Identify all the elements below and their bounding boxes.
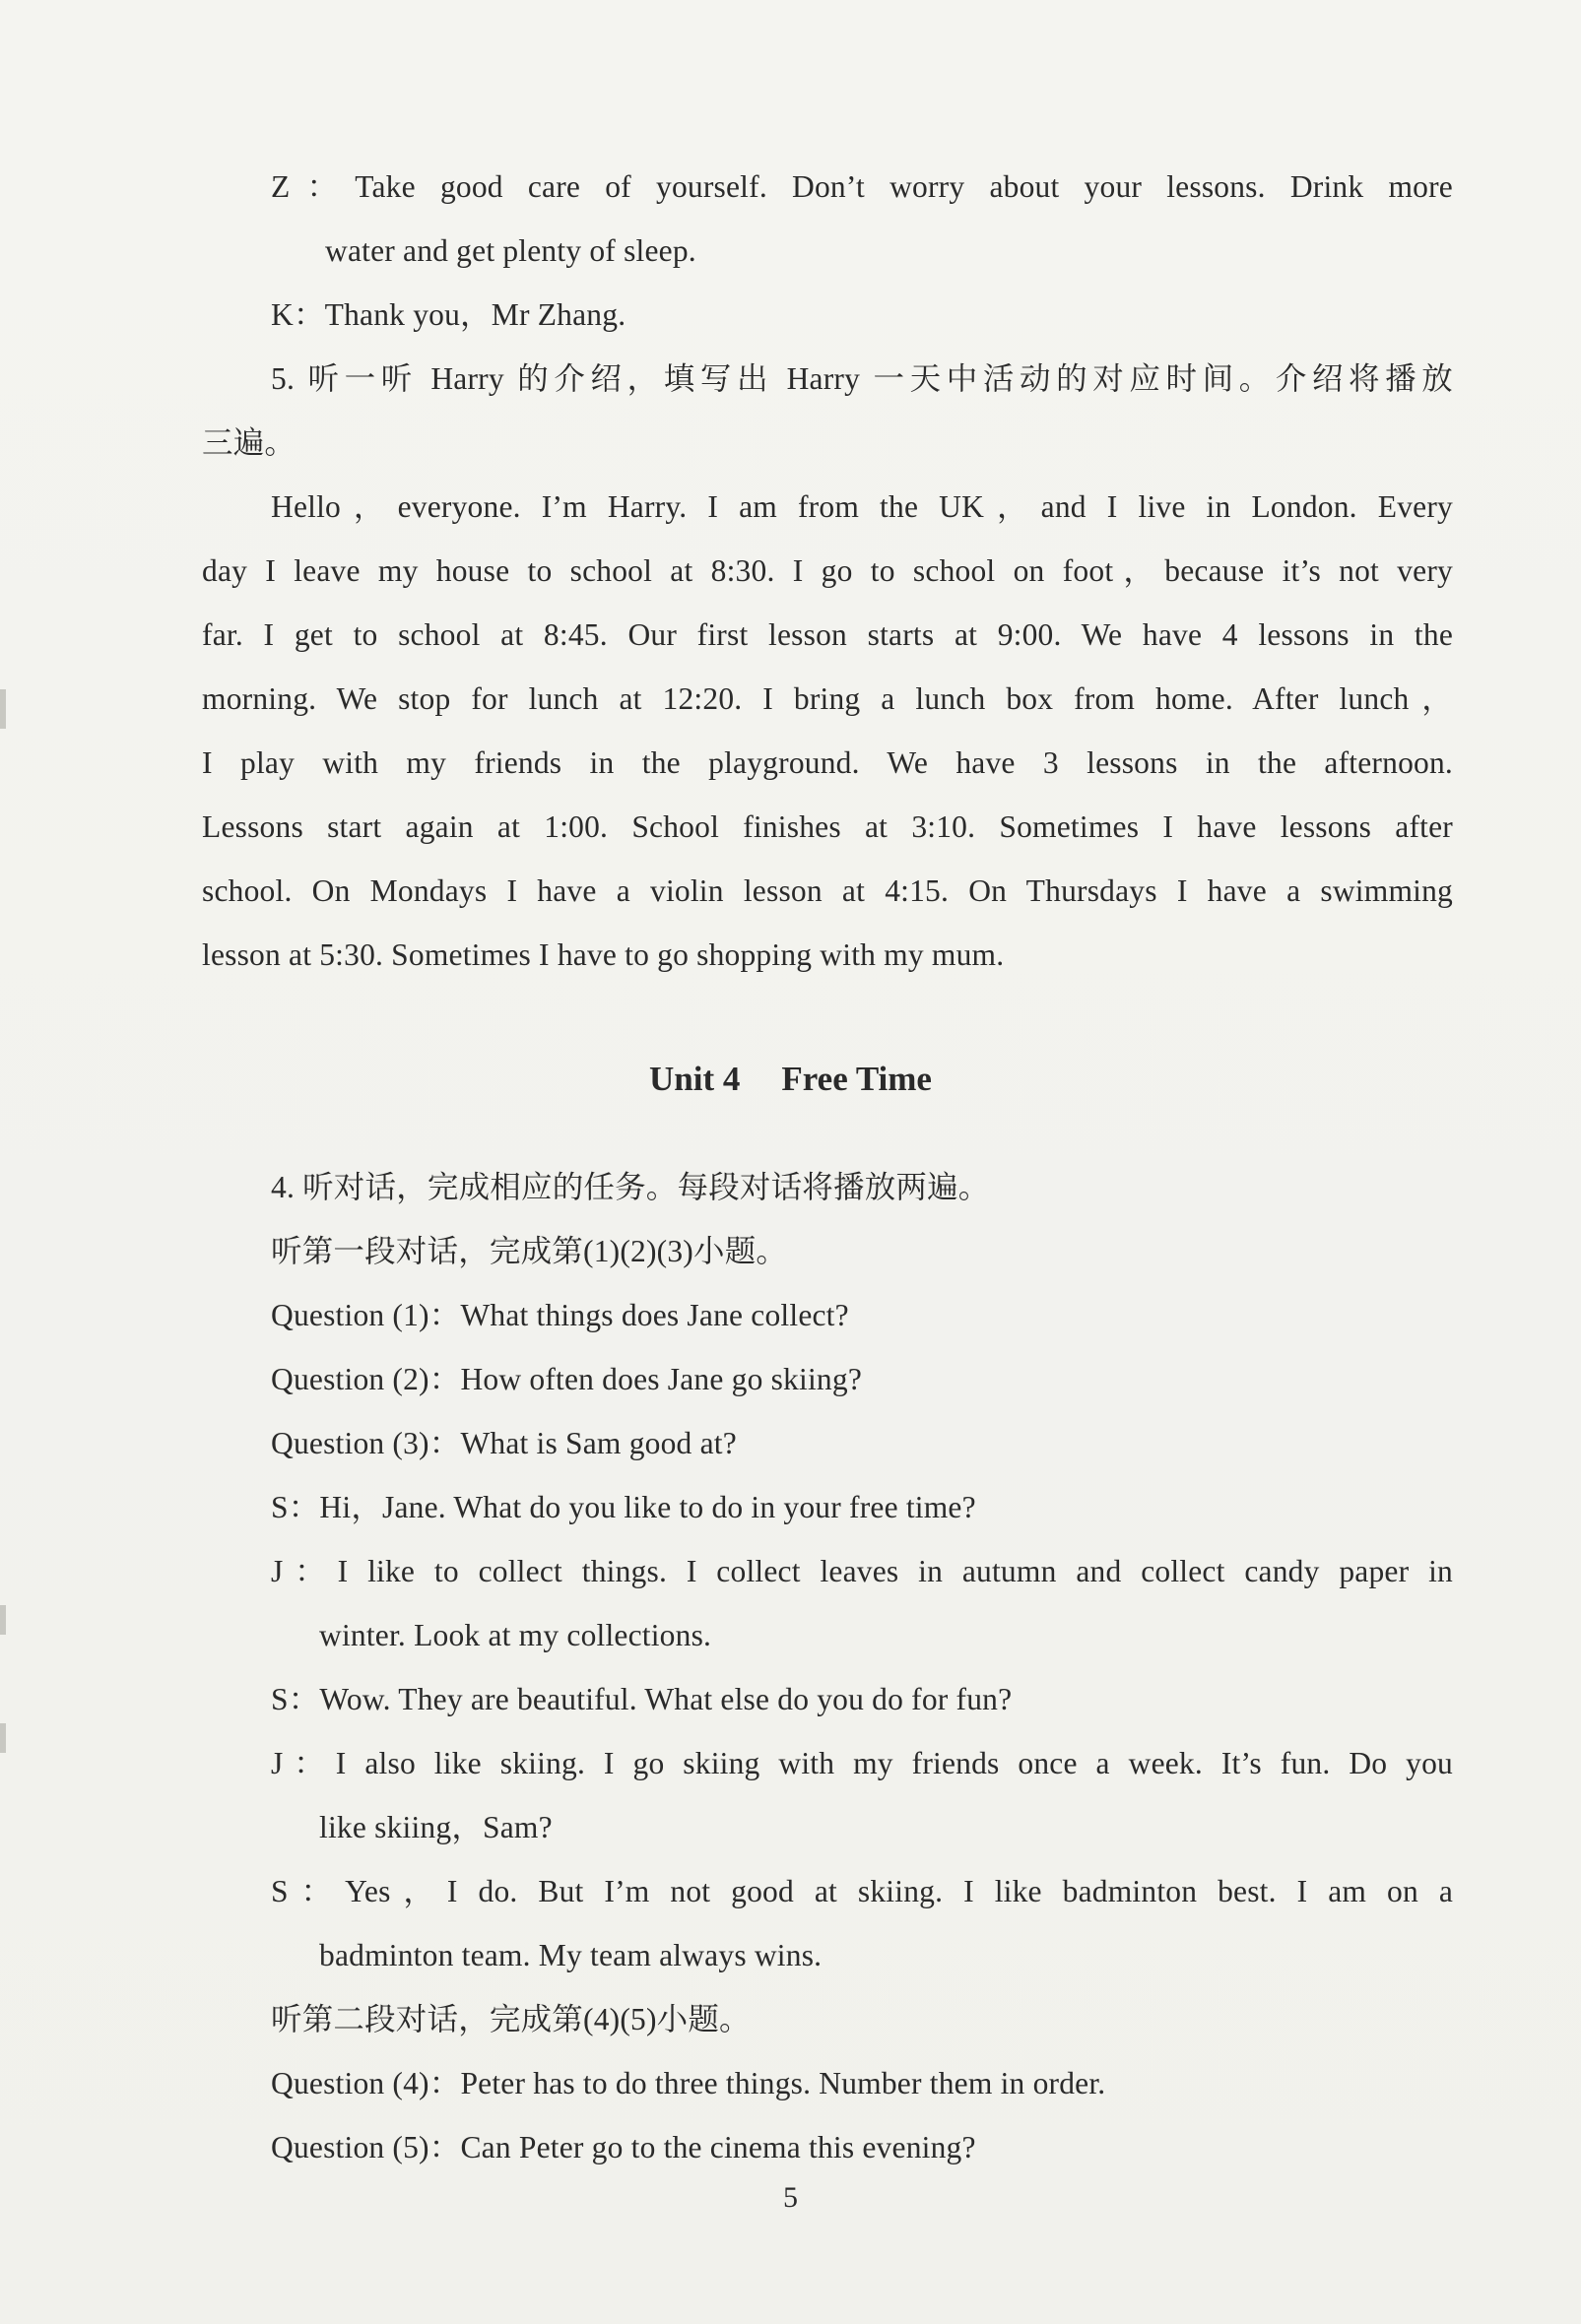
question-line: Question (2)：How often does Jane go skiing? <box>271 1362 862 1396</box>
unit-number: Unit 4 <box>649 1060 741 1098</box>
passage-line: I play with my friends in the playground. We have 3 lessons in the afternoon. <box>202 745 1453 780</box>
question-heading: 5. 听一听 Harry 的介绍，填写出 Harry 一天中活动的对应时间。介绍将播放 <box>271 361 1453 396</box>
dialogue-line: winter. Look at my collections. <box>319 1618 712 1652</box>
dialogue-line: water and get plenty of sleep. <box>325 233 696 268</box>
question-heading: 4. 听对话，完成相应的任务。每段对话将播放两遍。 <box>271 1170 990 1204</box>
dialogue-line: badminton team. My team always wins. <box>319 1938 823 1972</box>
scan-edge-mark <box>0 689 6 729</box>
passage-line: lesson at 5:30. Sometimes I have to go shopping with my mum. <box>202 937 1005 972</box>
page-number: 5 <box>783 2181 798 2214</box>
question-line: Question (1)：What things does Jane collect? <box>271 1298 849 1332</box>
passage-line: Lessons start again at 1:00. School finishes at 3:10. Sometimes I have lessons after <box>202 809 1453 844</box>
dialogue-line: J：I like to collect things. I collect leaves in autumn and collect candy paper in <box>271 1554 1453 1588</box>
passage-line: Hello，everyone. I’m Harry. I am from the UK，and I live in London. Every <box>271 489 1453 524</box>
unit-name: Free Time <box>781 1060 932 1098</box>
passage-line: school. On Mondays I have a violin lesson at 4:15. On Thursdays I have a swimming <box>202 873 1453 908</box>
question-line: Question (3)：What is Sam good at? <box>271 1426 737 1460</box>
instruction-line: 听第二段对话，完成第(4)(5)小题。 <box>271 2002 751 2036</box>
passage-line: far. I get to school at 8:45. Our first lesson starts at 9:00. We have 4 lessons in the <box>202 617 1453 652</box>
passage-line: morning. We stop for lunch at 12:20. I bring a lunch box from home. After lunch， <box>202 681 1453 716</box>
scan-edge-mark <box>0 1605 6 1635</box>
unit-title <box>0 1058 1581 1101</box>
question-line: Question (5)：Can Peter go to the cinema this evening? <box>271 2130 976 2164</box>
dialogue-line: S：Wow. They are beautiful. What else do you do for fun? <box>271 1682 1013 1716</box>
instruction-line: 听第一段对话，完成第(1)(2)(3)小题。 <box>271 1234 788 1268</box>
dialogue-line: K：Thank you，Mr Zhang. <box>271 297 626 332</box>
dialogue-line: J：I also like skiing. I go skiing with my friends once a week. It’s fun. Do you <box>271 1746 1453 1780</box>
question-line: Question (4)：Peter has to do three things. Number them in order. <box>271 2066 1106 2100</box>
scan-edge-mark <box>0 1723 6 1753</box>
dialogue-line: S：Yes，I do. But I’m not good at skiing. I like badminton best. I am on a <box>271 1874 1453 1908</box>
question-heading: 三遍。 <box>202 425 296 460</box>
dialogue-line: Z：Take good care of yourself. Don’t worry about your lessons. Drink more <box>271 169 1453 204</box>
dialogue-line: like skiing，Sam? <box>319 1810 553 1844</box>
dialogue-line: S：Hi，Jane. What do you like to do in your free time? <box>271 1490 976 1524</box>
passage-line: day I leave my house to school at 8:30. I go to school on foot，because it’s not very <box>202 553 1453 588</box>
